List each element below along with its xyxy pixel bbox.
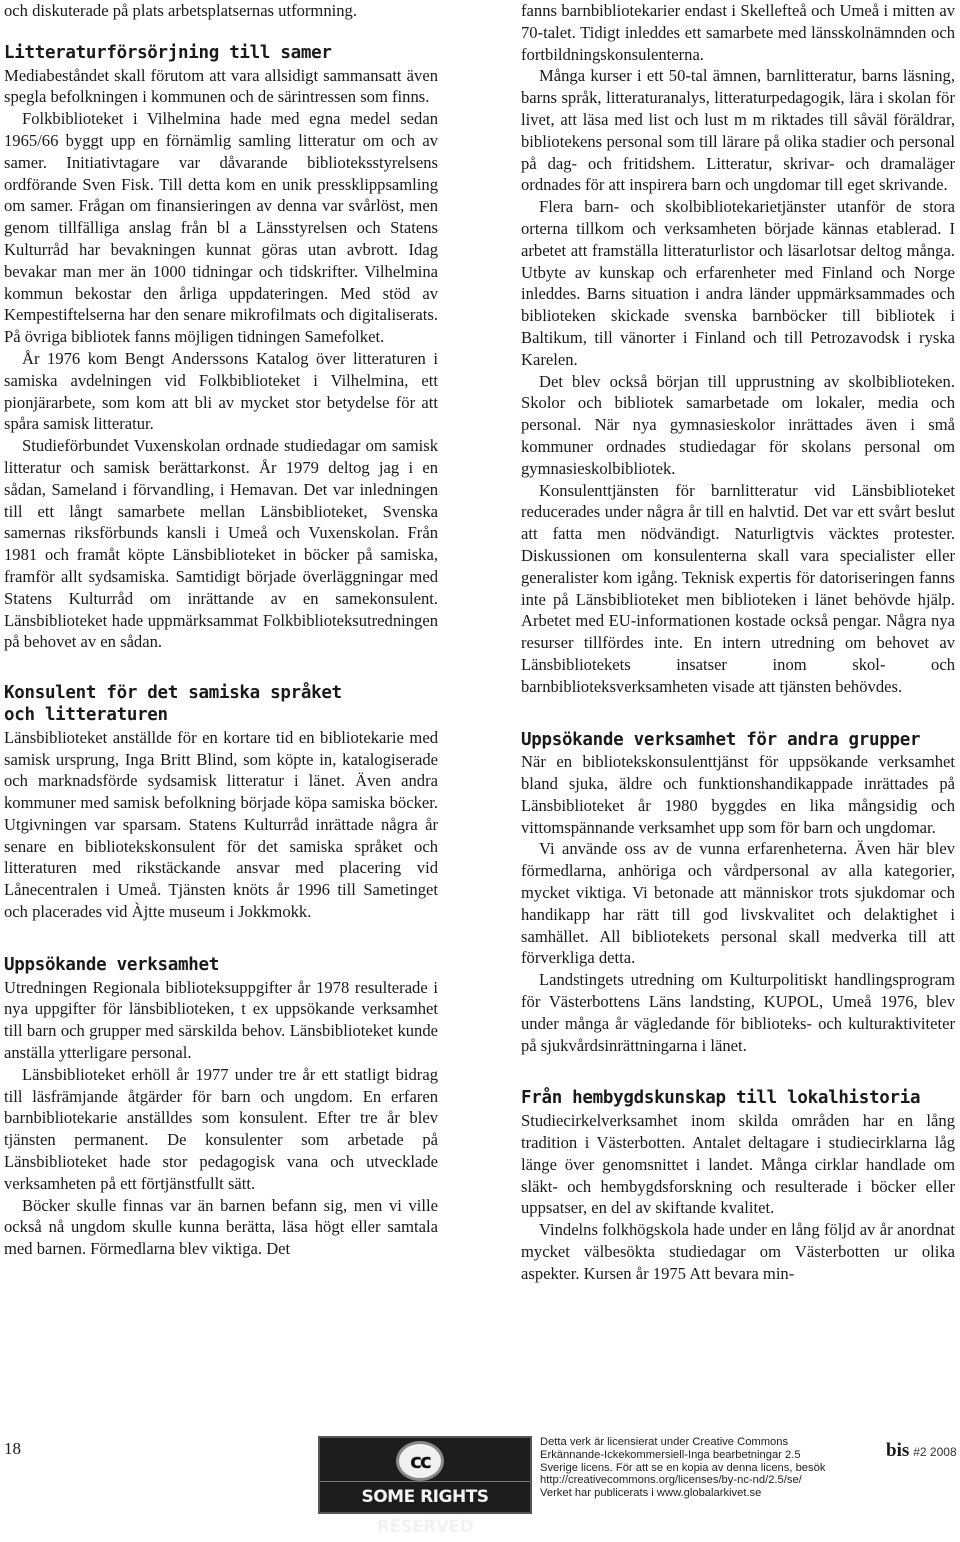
right-column [521,0,955,1285]
paragraph: Länsbiblioteket erhöll år 1977 under tre år ett statligt bidrag till läsfrämjande åtgärder för barn och ungdom. En erfaren barnbibliotekarie anställdes som konsulent. Efter tre år blev tjänsten permanent. De konsulenter som arbetade på Länsbiblioteket hade stor pedagogisk vana och utvecklade verksamheten på ett förtjänstfullt sätt. [4,1064,438,1193]
paragraph: Konsulenttjänsten för barnlitteratur vid Länsbiblioteket reducerades under några år till en halvtid. Det var ett svårt beslut att fatta men nödvändigt. Naturligtvis väcktes protester. Diskussionen om konsulenterna skall vara specialister eller generalister kom igång. Teknisk expertis för datoriseringen fanns inte på Länsbiblioteket men biblioteken i länet behövde hjälp. Arbetet med EU-informationen kostade också pengar. Några nya resurser tillfördes inte. En intern utredning om behovet av Länsbibliotekets insatser inom skol- och barnbiblioteksverksamheten visade att tjänsten behövdes. [521,480,955,696]
cc-icon: cc [396,1441,444,1481]
brand-name: bis [886,1440,910,1461]
paragraph: Många kurser i ett 50-tal ämnen, barnlitteratur, barns läsning, barns språk, litteraturanalys, litteraturpedagogik, lära i skolan för livet, att läsa med list och lust m m riktades till såväl föräldrar, bibliotekens personal som till lärare på olika stadier och personal på dag- och fritidshem. Litteratur, skrivar- och dramaläger ordnades för att inspirera barn och ungdomar till eget skrivande. [521,66,955,195]
paragraph: Folkbiblioteket i Vilhelmina hade med egna medel sedan 1965/66 byggt upp en förnämlig samling litteratur om och av samer. Initiativtagare var dåvarande biblioteksstyrelsens ordförande Sven Fisk. Till detta kom en unik pressklippsamling om samer. Frågan om finansieringen av denna var svårlöst, men genom tillfälliga anslag från bl a Länsstyrelsen och Statens Kulturråd har bevakningen kunnat göras utan avbrott. Idag bevakar man mer än 1000 tidningar och tidskrifter. Vilhelmina kommun bekostar den årliga uppdateringen. Med stöd av Kempestiftelserna har den senare mikrofilmats och digitaliserats. På övriga bibliotek fanns möjligen tidningen Samefolket. [4,109,438,347]
license-line: http://creativecommons.org/licenses/by-nc-nd/2.5/se/ [540,1474,802,1487]
page-number: 18 [4,1439,21,1458]
paragraph: Vindelns folkhögskola hade under en lång följd av år anordnat mycket välbesökta studiedagar om Västerbotten ur olika aspekter. Kursen år 1975 Att bevara min- [521,1220,955,1283]
paragraph: Flera barn- och skolbibliotekarietjänster utanför de stora orterna tillkom och verksamheten började kännas etablerad. I arbetet att framställa litteraturlistor och läsarlotsar deltog många. Utbyte av kunskap och erfarenheter med Finland och Norge inleddes. Barns situation i andra länder uppmärksammades och biblioteken skickade svenska barnböcker till bibliotek i Baltikum, till vänorter i Finland och till Petrozavodsk i ryska Karelen. [521,197,955,369]
paragraph: Studieförbundet Vuxenskolan ordnade studiedagar om samisk litteratur och samisk berättarkonst. År 1979 deltog jag i en sådan, Sameland i förvandling, i Hemavan. Det var inledningen till ett långt samarbete mellan Länsbiblioteket, Svenska samernas riksförbunds kansli i Umeå och Vuxenskolan. Från 1981 och framåt köpte Länsbiblioteket in böcker på samiska, framför allt sydsamiska. Samtidigt började överläggningar med Statens Kulturråd om inrättande av en samekonsulent. Länsbiblioteket hade uppmärksammat Folkbiblioteksutredningen på behovet av en sådan. [4,436,438,652]
paragraph: År 1976 kom Bengt Anderssons Katalog över litteraturen i samiska avdelningen vid Folkbiblioteket i Vilhelmina, ett pionjärarbete, som kom att bli av mycket stor betydelse för att spåra samisk litteratur. [4,348,438,434]
section-heading-literature-supply: Litteraturförsörjning till samer [4,42,332,63]
paragraph: Det blev också början till upprustning av skolbiblioteken. Skolor och bibliotek samarbetade om lokaler, media och personal. När nya gymnasieskolor inrättades även i små kommuner ordnades studiedagar för skolans personal om gymnasieskolbibliotek. [521,371,955,478]
paragraph: Utredningen Regionala biblioteksuppgifter år 1978 resulterade i nya uppgifter för länsbiblioteken, t ex uppsökande verksamhet till barn och grupper med särskilda behov. Länsbiblioteket kunde anställa ytterligare personal. [4,977,438,1063]
left-column [4,0,438,1260]
creative-commons-logo [318,1436,532,1537]
section-heading-outreach-other-groups: Uppsökande verksamhet för andra grupper [521,729,921,750]
paragraph: Mediabeståndet skall förutom att vara allsidigt sammansatt även spegla befolkningen i kommunen och de särintressen som finns. [4,65,438,107]
paragraph: och diskuterade på plats arbetsplatsernas utformning. [4,1,357,20]
paragraph: fanns barnbibliotekarier endast i Skellefteå och Umeå i mitten av 70-talet. Tidigt inleddes ett samarbete med länsskolnämnden och fortbildningskonsulenterna. [521,1,955,64]
some-rights-reserved-banner: SOME RIGHTS RESERVED [320,1481,530,1512]
license-line: Sverige licens. För att se en kopia av denna licens, besök [540,1461,826,1474]
section-heading-local-history: Från hembygdskunskap till lokalhistoria [521,1088,921,1109]
paragraph: Studiecirkelverksamhet inom skilda områden har en lång tradition i Västerbotten. Antalet deltagare i studiecirklarna låg länge över genomsnittet i landet. Många cirklar handlade om släkt- och hembygdsforskning och resulterade i böcker eller uppsatser, en del av skiftande kvalitet. [521,1111,955,1218]
license-text [540,1436,830,1500]
section-heading-sami-consultant-line1: Konsulent för det samiska språket [4,683,342,704]
page-footer [0,1430,960,1537]
section-heading-outreach: Uppsökande verksamhet [4,954,219,975]
license-line: Verket har publicerats i www.globalarkivet.se [540,1487,762,1500]
paragraph: Länsbiblioteket anställde för en kortare tid en bibliotekarie med samisk ursprung, Inga Britt Blind, som köpte in, katalogiserade och marknadsförde sydsamisk litteratur i länet. Även andra kommuner med samisk befolkning började köpa samiska böcker. Utgivningen var sparsam. Statens Kulturråd inrättade några år senare en bibliotekskonsulent för det samiska språket och litteraturen med rikstäckande ansvar med placering vid Lånecentralen i Umeå. Tjänsten knöts år 1996 till Sametinget och placerades vid Àjtte museum i Jokkmokk. [4,727,438,922]
license-line: Detta verk är licensierat under Creative Commons [540,1436,789,1448]
paragraph: Vi använde oss av de vunna erfarenheterna. Även här blev förmedlarna, anhöriga och vårdpersonal av alla kategorier, mycket viktiga. Vi betonade att människor trots sjukdomar och handikapp har rätt till god livskvalitet och delaktighet i samhället. All bibliotekets personal skall medverka till att förverkliga detta. [521,839,955,968]
section-heading-sami-consultant-line2: och litteraturen [4,704,168,725]
paragraph: Böcker skulle finnas var än barnen befann sig, men vi ville också nå ungdom skulle kunna berätta, läsa högt eller samtala med barnen. Förmedlarna blev viktiga. Det [4,1195,438,1259]
issue-number: #2 2008 [913,1445,957,1459]
publication-brand [886,1440,957,1462]
license-line: Erkännande-Ickekommersiell-Inga bearbetningar 2.5 [540,1448,801,1461]
paragraph: Landstingets utredning om Kulturpolitiskt handlingsprogram för Västerbottens Läns landsting, KUPOL, Umeå 1976, blev under många år vägledande för biblioteks- och kulturaktiviteter på sjukvårdsinrättningarna i länet. [521,970,955,1055]
paragraph: När en bibliotekskonsulenttjänst för uppsökande verksamhet bland sjuka, äldre och funktionshandikappade inrättades på Länsbiblioteket år 1980 byggdes en lika mångsidig och vittomspännande verksamhet upp som för barn och ungdomar. [521,752,955,837]
